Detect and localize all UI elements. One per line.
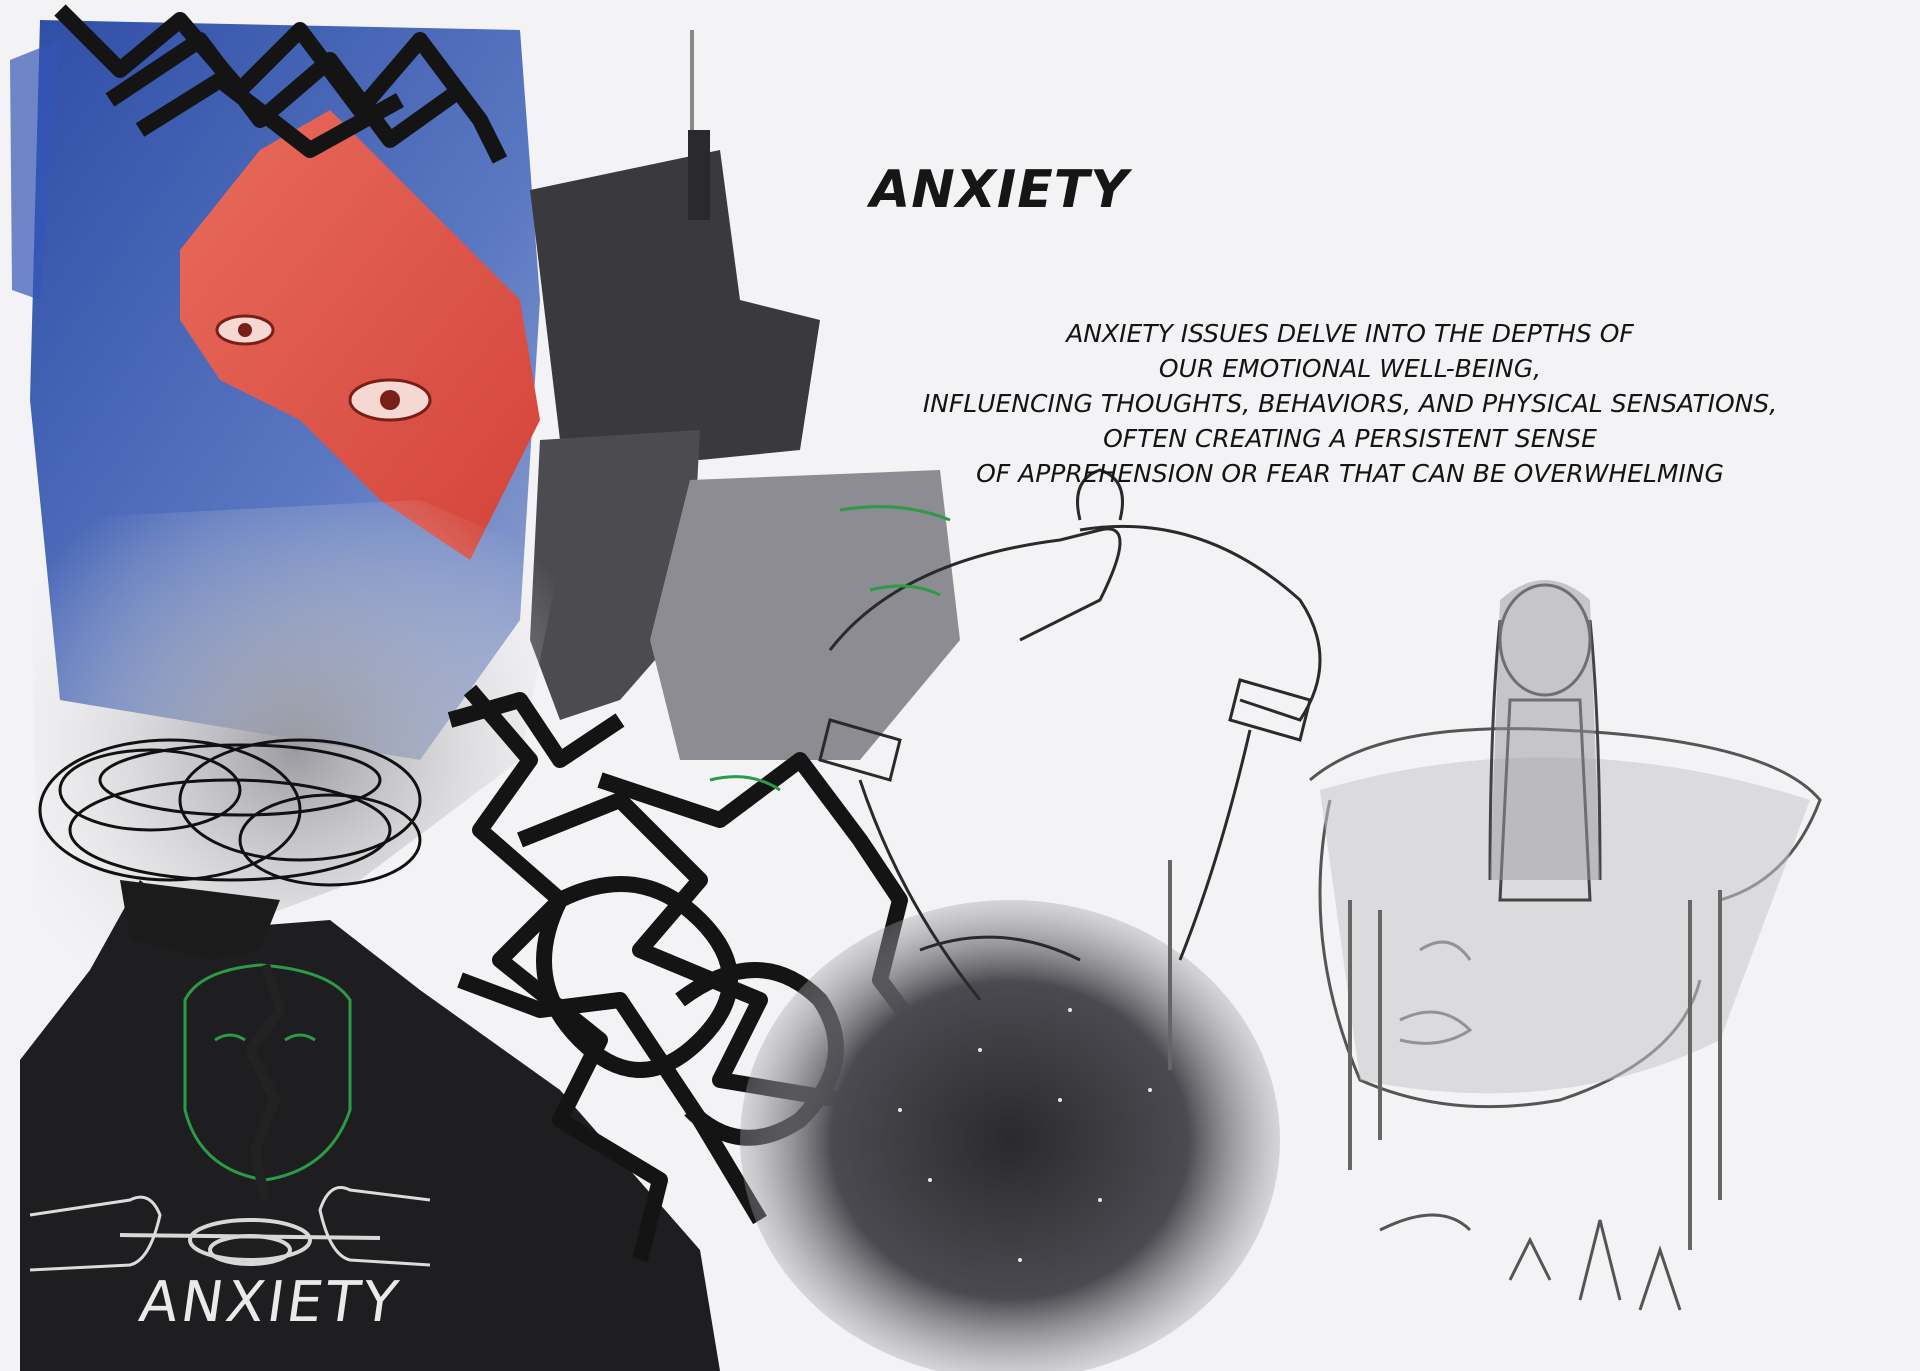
grey-face-photo — [650, 470, 960, 760]
galaxy-smoke-cloud — [740, 900, 1280, 1371]
bw-photo-top — [530, 150, 820, 460]
handwritten-anxiety-label: ANXIETY — [135, 1270, 405, 1335]
description-line: OFTEN CREATING A PERSISTENT SENSE — [1103, 424, 1597, 453]
description-line: OF APPREHENSION OR FEAR THAT CAN BE OVERWHELMING — [976, 459, 1724, 488]
description-line: INFLUENCING THOUGHTS, BEHAVIORS, AND PHYSICAL SENSATIONS, — [922, 389, 1778, 418]
description-line: ANXIETY ISSUES DELVE INTO THE DEPTHS OF — [1066, 319, 1634, 348]
poster-title: ANXIETY — [870, 160, 1129, 220]
poster-description — [820, 316, 1880, 491]
pencil-hand-fingers — [1380, 1215, 1680, 1310]
description-line: OUR EMOTIONAL WELL-BEING, — [1158, 354, 1542, 383]
